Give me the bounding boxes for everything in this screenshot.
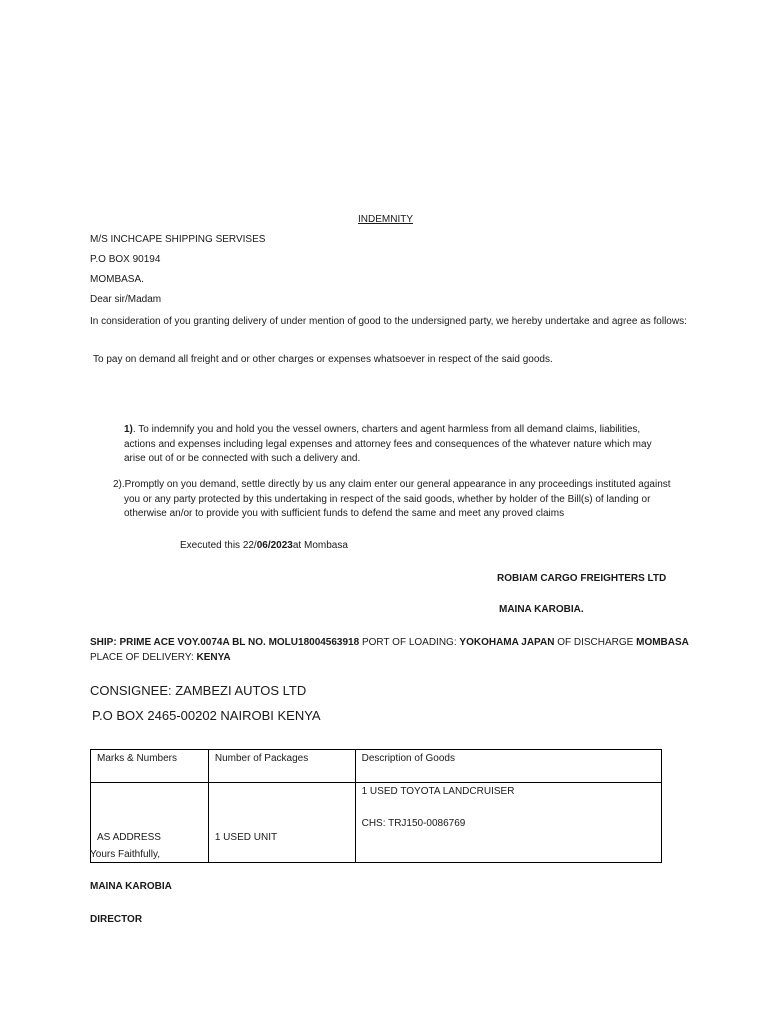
document-title: INDEMNITY <box>358 214 413 225</box>
executed-date: 06/2023 <box>256 540 293 551</box>
shipping-line-1 <box>90 637 689 649</box>
clause-2-number: 2) <box>113 479 122 490</box>
description-line-2: CHS: TRJ150-0086769 <box>361 818 466 829</box>
executed-prefix: Executed this 22/ <box>180 540 257 551</box>
undertaking-text: To pay on demand all freight and or other charges or expenses whatsoever in respect of the said goods. <box>93 354 553 365</box>
cell-packages <box>208 783 355 863</box>
description-line-1: 1 USED TOYOTA LANDCRUISER <box>361 786 515 797</box>
signatory-name: MAINA KAROBIA. <box>499 604 584 615</box>
intro-paragraph: In consideration of you granting delivery of under mention of good to the undersigned party, we hereby undertake and agree as follows: <box>90 316 687 327</box>
sign-name: MAINA KAROBIA <box>90 881 172 892</box>
table-row <box>91 783 662 863</box>
consignee-address: P.O BOX 2465-00202 NAIROBI KENYA <box>92 708 321 723</box>
clause-2-text: .Promptly on you demand, settle directly by us any claim enter our general appearance in any proceedings instituted against you or any party protected by this undertaking in respect of the said goods, whether by holder of the Bill(s) of landing or otherwise an/or to provide you with sufficient funds to defend the same and meet any proved claims <box>121 479 671 519</box>
consignee-name: CONSIGNEE: ZAMBEZI AUTOS LTD <box>90 683 307 698</box>
shipping-line-2 <box>90 652 231 664</box>
clause-1-text: . To indemnify you and hold you the vessel owners, charters and agent harmless from all demand claims, liabilities, actions and expenses including legal expenses and attorney fees and consequences of the whatever nature which may arise out of or be connected with such a delivery and. <box>124 424 652 464</box>
ship-details: SHIP: PRIME ACE VOY.0074A BL NO. MOLU18004563918 <box>90 637 360 648</box>
closing-text: Yours Faithfully, <box>90 849 161 860</box>
marks-value: AS ADDRESS <box>97 832 161 843</box>
sign-title: DIRECTOR <box>90 914 143 925</box>
address-line-3: MOMBASA. <box>90 274 144 285</box>
company-name: ROBIAM CARGO FREIGHTERS LTD <box>497 573 667 584</box>
executed-suffix: at Mombasa <box>292 540 348 551</box>
port-discharge-label: OF DISCHARGE <box>557 637 634 648</box>
cell-description <box>355 783 661 863</box>
salutation: Dear sir/Madam <box>90 294 162 305</box>
address-line-1: M/S INCHCAPE SHIPPING SERVISES <box>90 234 266 245</box>
packages-value: 1 USED UNIT <box>214 832 278 843</box>
clause-1-number: 1) <box>124 424 133 435</box>
port-discharge-value: MOMBASA <box>636 637 689 648</box>
header-packages: Number of Packages <box>208 750 355 783</box>
port-loading-value: YOKOHAMA JAPAN <box>459 637 555 648</box>
clause-2 <box>113 478 684 522</box>
place-delivery-value: KENYA <box>196 652 231 663</box>
executed-line <box>180 540 348 552</box>
address-line-2: P.O BOX 90194 <box>90 254 161 265</box>
header-description: Description of Goods <box>355 750 661 783</box>
clause-1 <box>124 423 674 467</box>
port-loading-label: PORT OF LOADING: <box>361 637 457 648</box>
goods-table <box>90 749 662 863</box>
place-delivery-label: PLACE OF DELIVERY: <box>90 652 194 663</box>
header-marks: Marks & Numbers <box>91 750 209 783</box>
table-header-row <box>91 750 662 783</box>
